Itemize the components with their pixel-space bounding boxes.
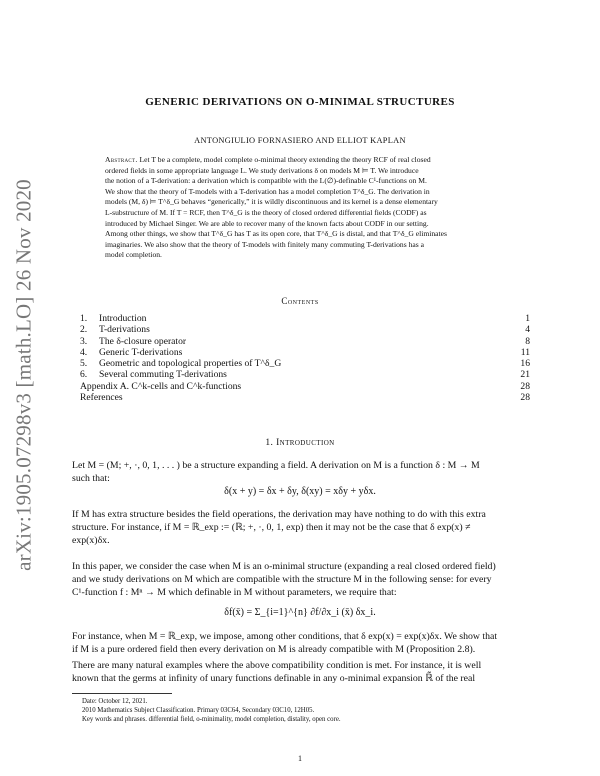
contents-heading: Contents: [281, 296, 319, 306]
abstract: [105, 155, 510, 261]
toc-entry[interactable]: 2. T-derivations 4: [80, 324, 530, 336]
paper-title: GENERIC DERIVATIONS ON O-MINIMAL STRUCTURES: [145, 96, 455, 108]
paper-authors: ANTONGIULIO FORNASIERO AND ELLIOT KAPLAN: [194, 136, 406, 145]
toc-entry[interactable]: References 28: [80, 392, 530, 404]
toc-entry[interactable]: 3. The δ-closure operator 8: [80, 335, 530, 347]
toc-entry[interactable]: 5. Geometric and topological properties of T^δ_G 16: [80, 358, 530, 370]
abstract-line-7: Among other things, we show that T^δ_G has T as its open core, that T^δ_G is distal, and that T^δ_G eliminates: [105, 229, 447, 239]
toc-entry[interactable]: 1. Introduction 1: [80, 313, 530, 324]
para2-line: exp(x)δx.: [72, 535, 110, 546]
arxiv-stamp: [4, 175, 44, 575]
para2-line: If M has extra structure besides the field operations, the derivation may have nothing to do with this extra: [72, 509, 486, 520]
paragraph-2: [72, 508, 528, 547]
paragraph-3: [72, 560, 528, 599]
para4-line: For instance, when M = ℝ_exp, we impose, among other conditions, that δ exp(x) = exp(x)δx. We show that: [72, 631, 498, 642]
footnotes: [82, 697, 528, 724]
abstract-line-5: L-substructure of M. If T = RCF, then T^δ_G is the theory of closed ordered differential fields (CODF) as: [105, 207, 427, 217]
abstract-line-2: the notion of a T-derivation: a derivation which is compatible with the L(∅)-definable C¹-functions on M.: [105, 176, 427, 186]
equation-derivation: δ(x + y) = δx + δy, δ(xy) = xδy + yδx.: [224, 486, 376, 497]
para5-line: There are many natural examples where the above compatibility condition is met. For instance, it is well: [72, 660, 482, 671]
para3-line: C¹-function f : Mⁿ → M which definable in M without parameters, we require that:: [72, 587, 397, 598]
table-of-contents: [80, 313, 530, 403]
para1-line: Let M = (M; +, ·, 0, 1, . . . ) be a structure expanding a field. A derivation on M is a function δ : M → M: [72, 460, 480, 471]
para4-line: if M is a pure ordered field then every derivation on M is already compatible with M (Proposition 2.8).: [72, 644, 476, 655]
footnote-keywords: Key words and phrases. differential field, o-minimality, model completion, distality, open core.: [82, 716, 341, 723]
abstract-line-9: model completion.: [105, 250, 162, 260]
abstract-line-4: models (M, δ) ⊨ T^δ_G behaves “generically,” it is wildly discontinuous and its kernel is a dense elementary: [105, 197, 438, 207]
toc-entry[interactable]: 4. Generic T-derivations 11: [80, 346, 530, 358]
abstract-line-8: imaginaries. We also show that the theory of T-models with finitely many commuting T-derivations has a: [105, 239, 424, 249]
toc-entry[interactable]: 6. Several commuting T-derivations 21: [80, 369, 530, 381]
toc-entry[interactable]: Appendix A. C^k-cells and C^k-functions 28: [80, 380, 530, 392]
abstract-label: Abstract.: [105, 155, 138, 164]
paragraph-5: [72, 659, 528, 685]
para3-line: In this paper, we consider the case when M is an o-minimal structure (expanding a real closed ordered field): [72, 561, 496, 572]
footnote-date: Date: October 12, 2021.: [82, 698, 148, 705]
arxiv-id: arXiv:1905.07298v3 [math.LO] 26 Nov 2020: [11, 179, 36, 571]
footnote-rule: [72, 693, 172, 694]
page-number: 1: [298, 754, 302, 763]
para2-line: structure. For instance, if M = ℝ_exp := (ℝ; +, ·, 0, 1, exp) then it may not be the case that δ exp(x) ≠: [72, 522, 471, 533]
abstract-line-1: ordered fields in some appropriate language L. We study derivations δ on models M ⊨ T. We introduce: [105, 165, 419, 175]
abstract-line-3: We show that the theory of T-models with a T-derivation has a model completion T^δ_G. The derivation in: [105, 186, 430, 196]
abstract-line-6: introduced by Michael Singer. We are able to recover many of the known facts about CODF in our setting.: [105, 218, 429, 228]
para5-line: known that the germs at infinity of unary functions definable in any o-minimal expansion ℝ̃ of the real: [72, 673, 476, 684]
para3-line: and we study derivations on M which are compatible with the structure M in the following sense: for every: [72, 574, 492, 585]
equation-compatibility: δf(x̄) = Σ_{i=1}^{n} ∂f/∂x_i (x̄) δx_i.: [224, 607, 376, 618]
paragraph-4: [72, 630, 528, 656]
abstract-line-0: Abstract. Let T be a complete, model complete o-minimal theory extending the theory RCF of real closed: [105, 155, 431, 164]
para1-line: such that:: [72, 473, 110, 484]
section-heading: 1. Introduction: [265, 438, 335, 448]
paragraph-1: [72, 459, 528, 485]
footnote-msc: 2010 Mathematics Subject Classification. Primary 03C64, Secondary 03C10, 12H05.: [82, 707, 315, 714]
